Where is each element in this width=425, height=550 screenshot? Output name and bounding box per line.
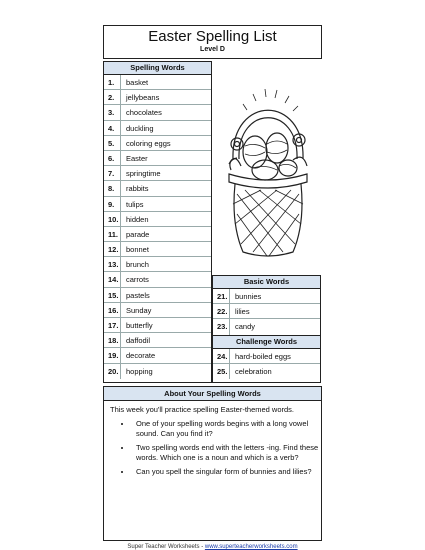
word-number: 3. <box>104 105 121 119</box>
word-text: chocolates <box>126 108 162 118</box>
word-number: 25. <box>213 364 230 379</box>
word-row <box>104 212 211 227</box>
word-text: carrots <box>126 275 149 285</box>
bullet-item: • One of your spelling words begins with a long vowel sound. Can you find it? <box>132 419 321 439</box>
word-row <box>104 303 211 318</box>
word-row <box>104 136 211 151</box>
word-number: 10. <box>104 212 121 226</box>
word-text: butterfly <box>126 321 153 330</box>
word-text: hopping <box>126 366 153 376</box>
word-row <box>104 75 211 90</box>
word-row <box>104 121 211 136</box>
word-text: lilies <box>235 307 250 317</box>
word-number: 12. <box>104 242 121 256</box>
bullet-item: • Two spelling words end with the letters -ing. Find these words. Which one is a noun and which is a verb? <box>132 443 321 463</box>
word-number: 2. <box>104 90 121 104</box>
word-number: 22. <box>213 304 230 318</box>
word-row <box>104 333 211 348</box>
word-number: 7. <box>104 166 121 180</box>
basic-words-header: Basic Words <box>213 276 320 289</box>
word-number: 8. <box>104 181 121 195</box>
word-number: 14. <box>104 272 121 286</box>
page-title: Easter Spelling List <box>148 28 277 45</box>
about-intro: This week you'll practice spelling Easter-themed words. <box>110 405 295 414</box>
word-number: 5. <box>104 136 121 150</box>
footer-text: Super Teacher Worksheets - <box>127 544 205 550</box>
word-row <box>213 319 320 334</box>
word-row <box>104 364 211 379</box>
word-row <box>213 304 320 319</box>
word-row <box>104 166 211 181</box>
word-row <box>104 197 211 212</box>
word-text: hard-boiled eggs <box>235 351 291 361</box>
word-row <box>213 364 320 379</box>
word-number: 1. <box>104 75 121 89</box>
word-text: daffodil <box>126 336 151 346</box>
about-header: About Your Spelling Words <box>104 387 321 401</box>
word-text: springtime <box>126 169 161 179</box>
word-row <box>104 227 211 242</box>
about-bullets <box>104 419 321 477</box>
word-text: parade <box>126 229 150 239</box>
word-row <box>104 272 211 287</box>
word-row <box>104 90 211 105</box>
word-text: pastels <box>126 290 150 300</box>
word-text: tulips <box>126 199 144 209</box>
word-number: 19. <box>104 348 121 362</box>
word-row <box>104 242 211 257</box>
word-text: Easter <box>126 153 148 163</box>
word-text: coloring eggs <box>126 138 171 148</box>
word-row <box>104 257 211 272</box>
word-row <box>213 349 320 364</box>
about-section <box>103 386 322 541</box>
word-number: 23. <box>213 319 230 334</box>
word-text: brunch <box>126 260 149 270</box>
word-number: 15. <box>104 288 121 302</box>
spelling-words-list <box>103 61 212 383</box>
footer <box>0 544 425 550</box>
word-row <box>104 151 211 166</box>
spelling-words-header: Spelling Words <box>104 62 211 75</box>
word-text: basket <box>126 78 149 87</box>
footer-link[interactable]: www.superteacherworksheets.com <box>204 544 298 550</box>
bullet-item: • Can you spell the singular form of bunnies and lilies? <box>132 467 321 477</box>
word-number: 18. <box>104 333 121 347</box>
word-text: decorate <box>126 351 156 361</box>
word-text: jellybeans <box>126 93 160 103</box>
word-text: hidden <box>126 214 149 224</box>
word-number: 9. <box>104 197 121 211</box>
word-text: rabbits <box>126 184 149 194</box>
word-number: 16. <box>104 303 121 317</box>
word-text: bonnet <box>126 245 149 255</box>
word-row <box>104 181 211 196</box>
easter-basket-icon <box>223 74 313 264</box>
word-number: 13. <box>104 257 121 271</box>
word-row <box>104 105 211 120</box>
basic-challenge-words <box>212 275 321 383</box>
challenge-words-header: Challenge Words <box>213 335 320 349</box>
word-row <box>104 348 211 363</box>
word-number: 11. <box>104 227 121 241</box>
word-text: Sunday <box>126 305 152 315</box>
word-row <box>104 318 211 333</box>
word-number: 4. <box>104 121 121 135</box>
level-label: Level D <box>200 46 225 53</box>
word-number: 24. <box>213 349 230 363</box>
word-number: 21. <box>213 289 230 303</box>
word-number: 20. <box>104 364 121 379</box>
word-text: celebration <box>235 366 272 376</box>
word-text: duckling <box>126 123 154 133</box>
word-text: candy <box>235 322 256 332</box>
word-row <box>213 289 320 304</box>
title-box <box>103 25 322 59</box>
word-row <box>104 288 211 303</box>
word-number: 6. <box>104 151 121 165</box>
word-text: bunnies <box>235 292 262 301</box>
word-number: 17. <box>104 318 121 332</box>
